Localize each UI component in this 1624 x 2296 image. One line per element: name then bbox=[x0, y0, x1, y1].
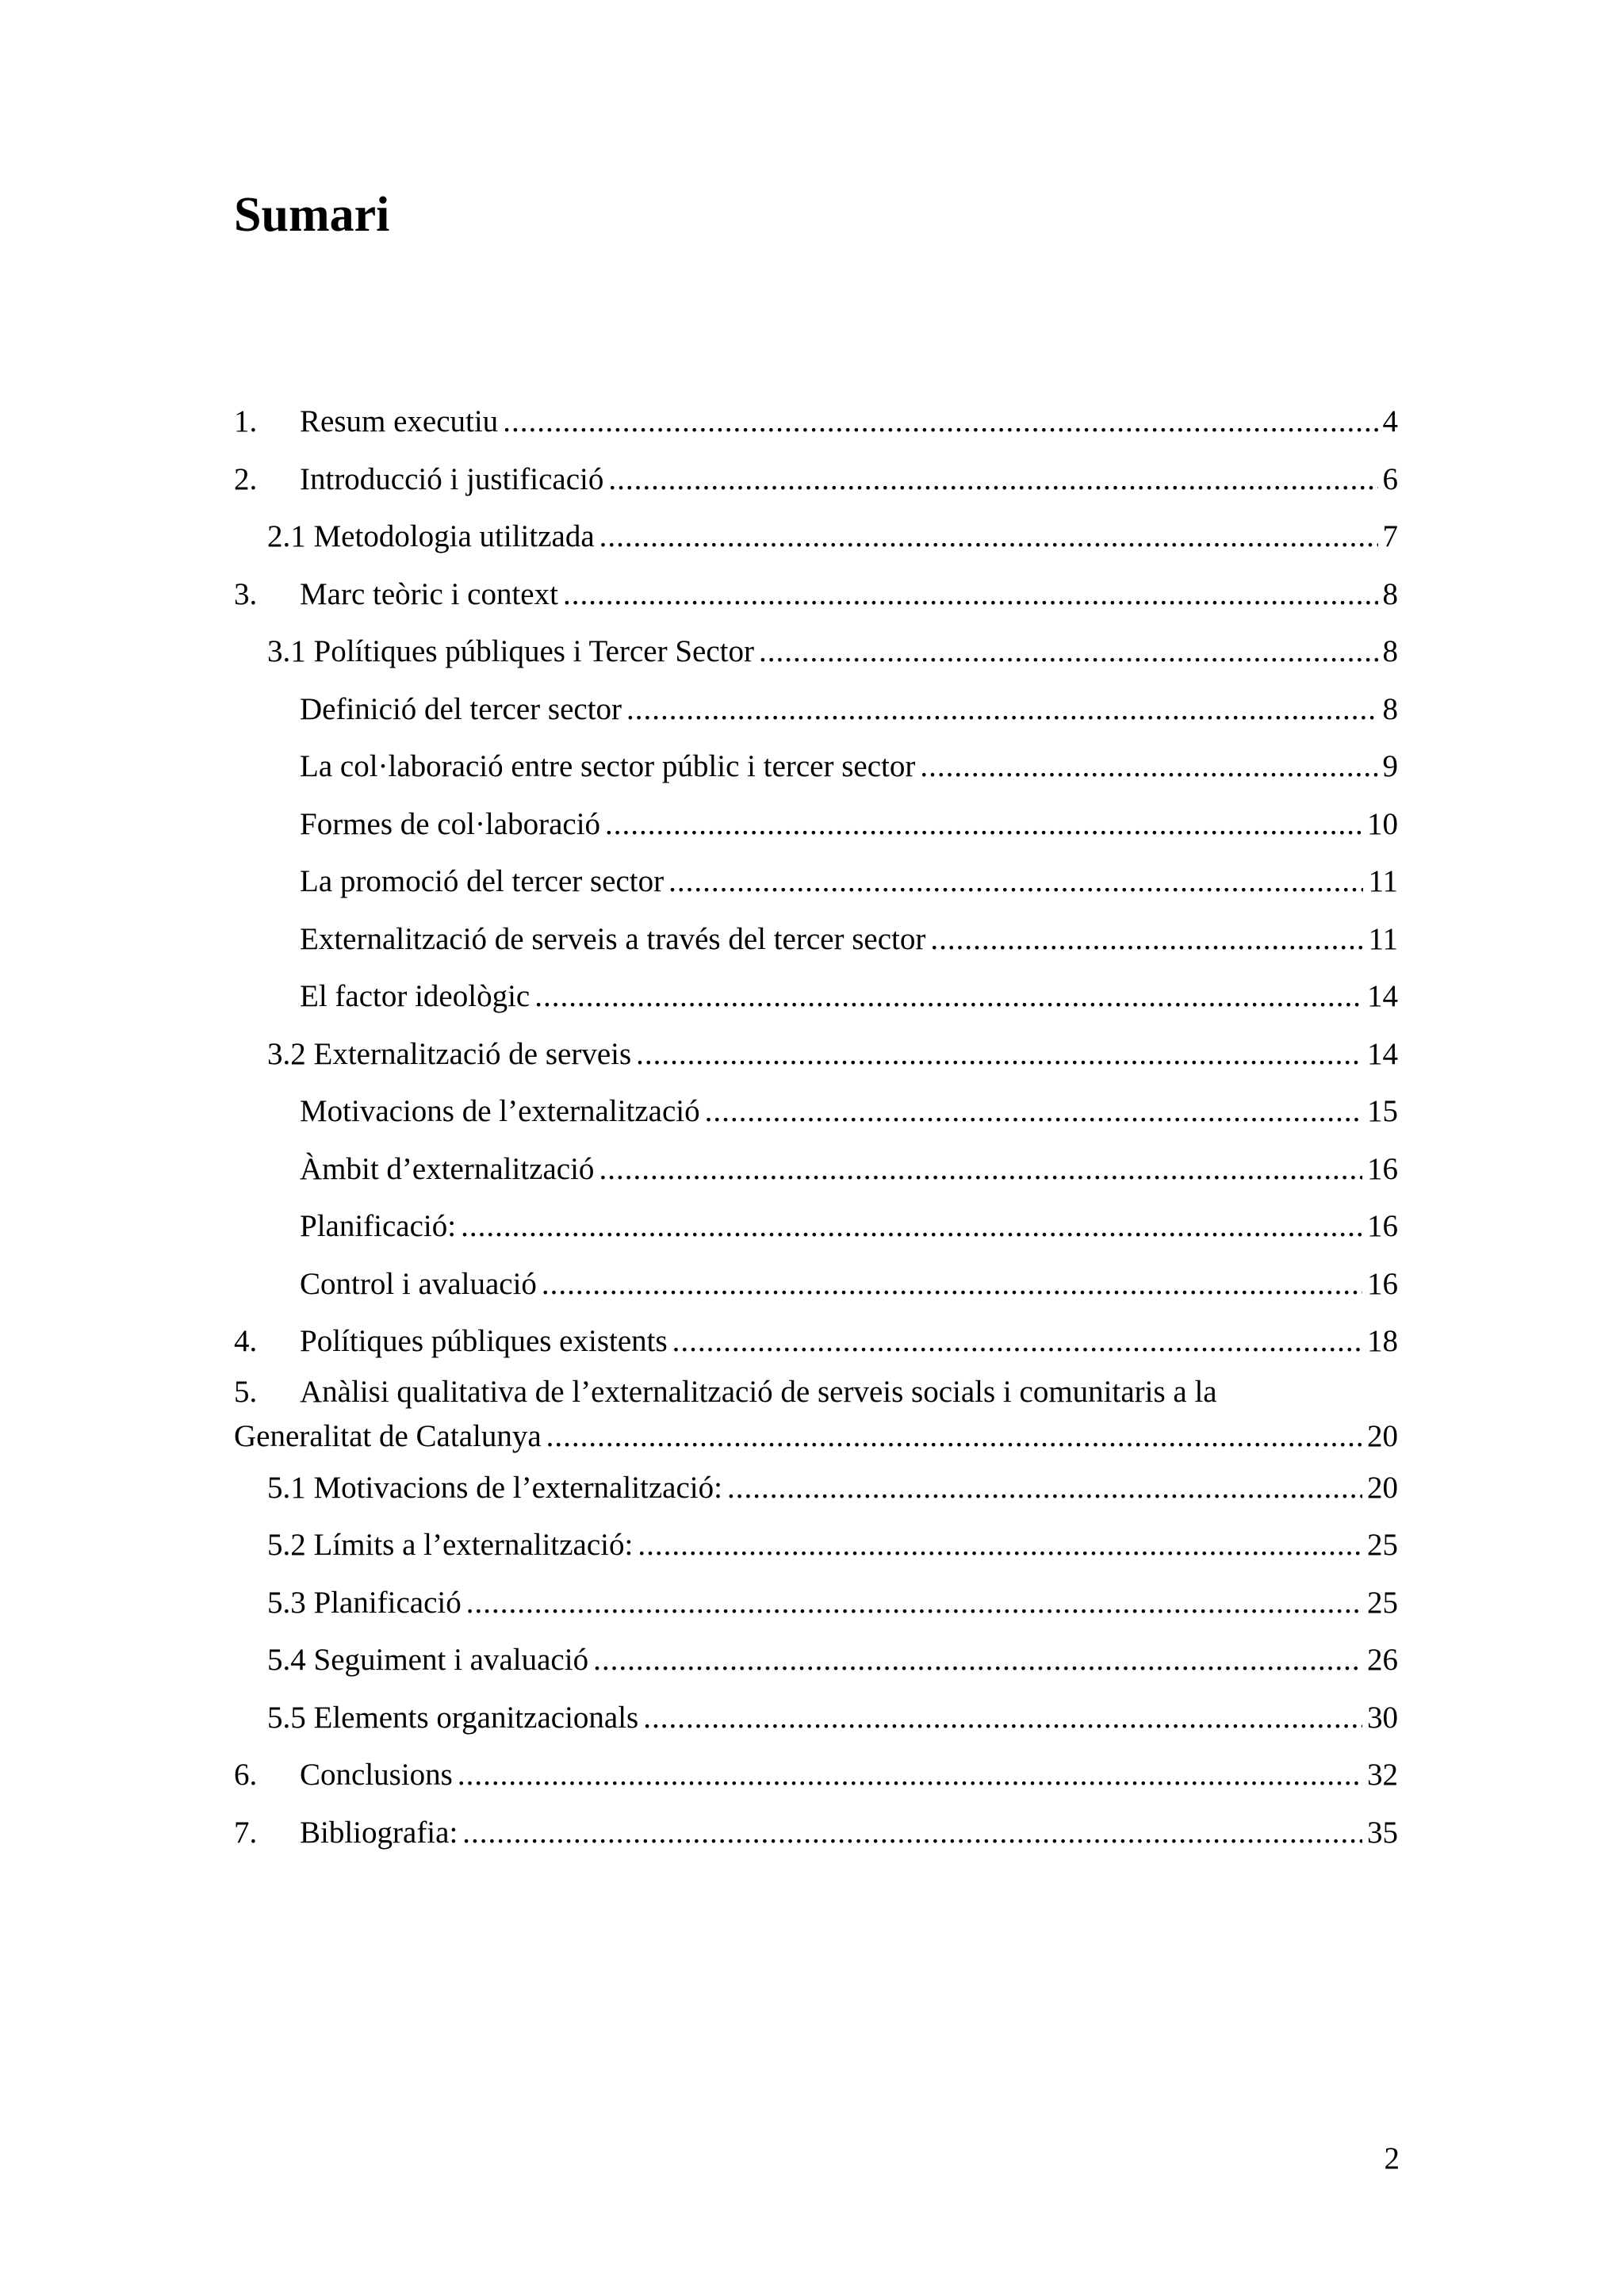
toc-entry-label: Bibliografia: bbox=[300, 1815, 458, 1850]
toc-entry-line1 bbox=[234, 1371, 1398, 1414]
toc-entry-label: 5.2 Límits a l’externalització: bbox=[267, 1528, 634, 1562]
toc-entry-number: 3. bbox=[234, 576, 258, 611]
toc-entry-ambit[interactable] bbox=[234, 1141, 1398, 1199]
dot-leader bbox=[705, 1083, 1362, 1141]
toc-entry-label: La col·laboració entre sector públic i tercer sector bbox=[300, 749, 916, 783]
toc-entry-label: 5.1 Motivacions de l’externalització: bbox=[267, 1470, 722, 1505]
toc-entry-number: 4. bbox=[234, 1324, 258, 1358]
toc-entry-page: 20 bbox=[1367, 1418, 1398, 1453]
toc-entry-label: Planificació: bbox=[300, 1209, 457, 1243]
toc-entry-7[interactable] bbox=[234, 1804, 1398, 1862]
toc-entry-line2 bbox=[234, 1414, 1398, 1460]
page-title: Sumari bbox=[234, 188, 390, 242]
toc-entry-collaboracio[interactable] bbox=[234, 738, 1398, 796]
dot-leader bbox=[466, 1575, 1362, 1632]
toc-entry-page: 35 bbox=[1367, 1815, 1398, 1850]
toc-entry-page: 14 bbox=[1367, 979, 1398, 1013]
toc-entry-4[interactable] bbox=[234, 1313, 1398, 1371]
toc-entry-page: 16 bbox=[1367, 1266, 1398, 1301]
dot-leader bbox=[461, 1198, 1362, 1256]
toc-entry-page: 11 bbox=[1368, 864, 1398, 898]
toc-entry-externalitzacio-tercer[interactable] bbox=[234, 911, 1398, 969]
toc-entry-label: Resum executiu bbox=[300, 404, 499, 438]
dot-leader bbox=[458, 1747, 1362, 1804]
dot-leader bbox=[727, 1460, 1362, 1517]
toc-entry-label: Conclusions bbox=[300, 1758, 453, 1792]
toc-entry-label: Formes de col·laboració bbox=[300, 806, 601, 841]
dot-leader bbox=[608, 451, 1377, 509]
toc-entry-label-cont: Generalitat de Catalunya bbox=[234, 1418, 542, 1453]
toc-entry-label: 5.3 Planificació bbox=[267, 1585, 462, 1620]
toc-entry-number: 7. bbox=[234, 1815, 258, 1850]
toc-entry-label: 5.5 Elements organitzacionals bbox=[267, 1700, 639, 1735]
toc-entry-label: 3.1 Polítiques públiques i Tercer Sector bbox=[267, 634, 754, 668]
dot-leader bbox=[599, 508, 1378, 566]
toc-entry-page: 32 bbox=[1367, 1758, 1398, 1792]
toc-entry-number: 5. bbox=[234, 1374, 258, 1409]
toc-entry-label: Introducció i justificació bbox=[300, 461, 604, 496]
toc-entry-promocio[interactable] bbox=[234, 853, 1398, 911]
toc-entry-label: Externalització de serveis a través del tercer sector bbox=[300, 921, 926, 956]
toc-entry-6[interactable] bbox=[234, 1747, 1398, 1804]
toc-entry-label: Àmbit d’externalització bbox=[300, 1151, 595, 1186]
toc-entry-label: La promoció del tercer sector bbox=[300, 864, 665, 898]
toc-entry-formes[interactable] bbox=[234, 796, 1398, 854]
toc-entry-page: 4 bbox=[1382, 404, 1398, 438]
toc-entry-page: 16 bbox=[1367, 1151, 1398, 1186]
toc-entry-3[interactable] bbox=[234, 566, 1398, 624]
toc-entry-label: Control i avaluació bbox=[300, 1266, 537, 1301]
dot-leader bbox=[599, 1141, 1362, 1199]
toc-entry-page: 15 bbox=[1367, 1094, 1398, 1128]
toc-entry-label: 5.4 Seguiment i avaluació bbox=[267, 1643, 589, 1677]
toc-entry-page: 6 bbox=[1382, 461, 1398, 496]
dot-leader bbox=[563, 566, 1378, 624]
dot-leader bbox=[920, 738, 1377, 796]
toc-entry-page: 26 bbox=[1367, 1643, 1398, 1677]
toc-entry-page: 25 bbox=[1367, 1585, 1398, 1620]
dot-leader bbox=[626, 681, 1377, 739]
toc-entry-2[interactable] bbox=[234, 451, 1398, 509]
toc-entry-page: 25 bbox=[1367, 1528, 1398, 1562]
toc-entry-control[interactable] bbox=[234, 1256, 1398, 1314]
toc-entry-page: 8 bbox=[1382, 691, 1398, 726]
toc-entry-5[interactable] bbox=[234, 1371, 1398, 1460]
toc-entry-number: 6. bbox=[234, 1758, 258, 1792]
toc-entry-5-3[interactable] bbox=[234, 1575, 1398, 1632]
toc-entry-page: 11 bbox=[1368, 921, 1398, 956]
toc-entry-page: 18 bbox=[1367, 1324, 1398, 1358]
toc-entry-page: 7 bbox=[1382, 519, 1398, 553]
toc-entry-label: Marc teòric i context bbox=[300, 576, 558, 611]
table-of-contents bbox=[234, 393, 1398, 1862]
dot-leader bbox=[668, 853, 1363, 911]
toc-entry-label: Definició del tercer sector bbox=[300, 691, 622, 726]
toc-entry-page: 10 bbox=[1367, 806, 1398, 841]
toc-entry-number: 2. bbox=[234, 461, 258, 496]
dot-leader bbox=[546, 1414, 1362, 1460]
toc-entry-5-1[interactable] bbox=[234, 1460, 1398, 1517]
toc-entry-page: 8 bbox=[1382, 576, 1398, 611]
toc-entry-label: Motivacions de l’externalització bbox=[300, 1094, 700, 1128]
toc-entry-1[interactable] bbox=[234, 393, 1398, 451]
toc-entry-3-1[interactable] bbox=[234, 623, 1398, 681]
dot-leader bbox=[930, 911, 1363, 969]
toc-entry-5-2[interactable] bbox=[234, 1517, 1398, 1575]
toc-entry-3-2[interactable] bbox=[234, 1026, 1398, 1084]
toc-entry-page: 30 bbox=[1367, 1700, 1398, 1735]
toc-entry-5-5[interactable] bbox=[234, 1689, 1398, 1747]
toc-entry-factor-ideologic[interactable] bbox=[234, 968, 1398, 1026]
toc-entry-label: El factor ideològic bbox=[300, 979, 530, 1013]
toc-entry-page: 20 bbox=[1367, 1470, 1398, 1505]
dot-leader bbox=[605, 796, 1362, 854]
toc-entry-motivacions[interactable] bbox=[234, 1083, 1398, 1141]
toc-entry-page: 9 bbox=[1382, 749, 1398, 783]
toc-entry-page: 14 bbox=[1367, 1036, 1398, 1071]
dot-leader bbox=[462, 1804, 1362, 1862]
toc-entry-number: 1. bbox=[234, 404, 258, 438]
toc-entry-definicio[interactable] bbox=[234, 681, 1398, 739]
dot-leader bbox=[759, 623, 1378, 681]
dot-leader bbox=[534, 968, 1362, 1026]
dot-leader bbox=[503, 393, 1377, 451]
toc-entry-planificacio[interactable] bbox=[234, 1198, 1398, 1256]
toc-entry-label: Polítiques públiques existents bbox=[300, 1324, 668, 1358]
toc-entry-label: 2.1 Metodologia utilitzada bbox=[267, 519, 595, 553]
dot-leader bbox=[636, 1026, 1362, 1084]
toc-entry-page: 16 bbox=[1367, 1209, 1398, 1243]
toc-entry-5-4[interactable] bbox=[234, 1632, 1398, 1689]
toc-entry-page: 8 bbox=[1382, 634, 1398, 668]
dot-leader bbox=[638, 1517, 1362, 1575]
dot-leader bbox=[542, 1256, 1362, 1314]
dot-leader bbox=[643, 1689, 1362, 1747]
toc-entry-label: Anàlisi qualitativa de l’externalització de serveis socials i comunitaris a la bbox=[300, 1374, 1217, 1409]
dot-leader bbox=[593, 1632, 1362, 1689]
dot-leader bbox=[672, 1313, 1362, 1371]
toc-entry-2-1[interactable] bbox=[234, 508, 1398, 566]
page-number: 2 bbox=[1384, 2141, 1400, 2175]
toc-entry-label: 3.2 Externalització de serveis bbox=[267, 1036, 632, 1071]
